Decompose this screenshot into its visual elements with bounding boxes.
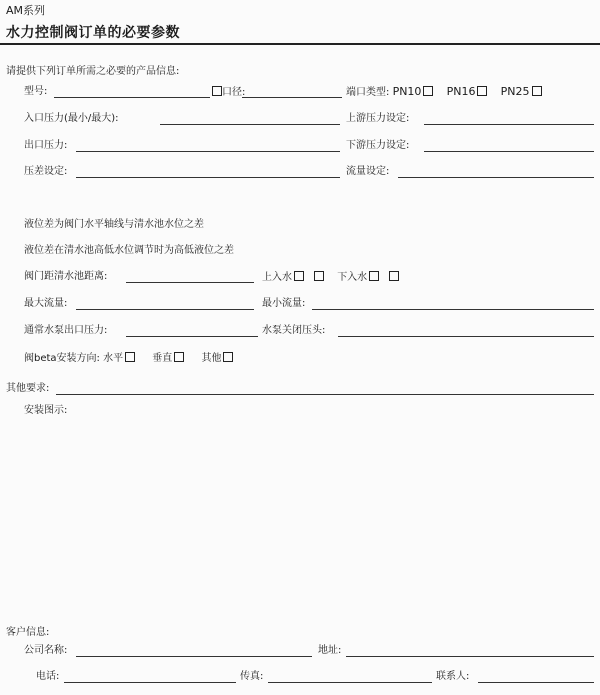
vertical-checkbox[interactable] (174, 352, 184, 362)
top-inlet-label: 上入水 (262, 272, 292, 283)
bottom-inlet-checkbox[interactable] (369, 271, 379, 281)
level-diff-note-1: 液位差为阀门水平轴线与清水池水位之差 (24, 219, 204, 230)
page-title: 水力控制阀订单的必要参数 (6, 25, 180, 41)
model-field[interactable] (54, 97, 210, 98)
flow-setting-field[interactable] (398, 177, 594, 178)
horizontal-checkbox[interactable] (125, 352, 135, 362)
top-inlet-checkbox[interactable] (294, 271, 304, 281)
outlet-pressure-field[interactable] (76, 151, 340, 152)
pn16-label: PN16 (446, 85, 476, 98)
title-divider (0, 43, 600, 45)
fax-field[interactable] (268, 682, 432, 683)
contact-field[interactable] (478, 682, 594, 683)
min-flow-label: 最小流量: (262, 298, 306, 309)
downstream-setting-label: 下游压力设定: (346, 140, 410, 151)
pump-shutoff-pressure-label: 水泵关闭压头: (262, 325, 326, 336)
other-requirements-label: 其他要求: (6, 383, 50, 394)
valve-distance-label: 阀门距清水池距离: (24, 271, 108, 282)
port-type-label: 端口类型: (346, 87, 390, 98)
bottom-inlet-checkbox-2[interactable] (389, 271, 399, 281)
install-direction-label: 阀beta安装方向: (24, 353, 100, 364)
diameter-field[interactable] (242, 97, 342, 98)
max-flow-label: 最大流量: (24, 298, 68, 309)
vertical-label: 垂直 (152, 353, 173, 364)
contact-label: 联系人: (436, 671, 470, 682)
max-flow-field[interactable] (76, 309, 254, 310)
upstream-setting-field[interactable] (424, 124, 594, 125)
address-label: 地址: (318, 645, 342, 656)
downstream-setting-field[interactable] (424, 151, 594, 152)
install-diagram-label: 安装图示: (24, 405, 68, 416)
pn10-checkbox[interactable] (423, 86, 433, 96)
valve-distance-field[interactable] (126, 282, 254, 283)
company-label: 公司名称: (24, 645, 68, 656)
phone-field[interactable] (64, 682, 236, 683)
series-label: AM系列 (6, 4, 46, 17)
inlet-pressure-field[interactable] (160, 124, 340, 125)
model-label: 型号: (24, 86, 48, 97)
pn25-checkbox[interactable] (532, 86, 542, 96)
diameter-label: 口径: (222, 87, 246, 98)
flow-setting-label: 流量设定: (346, 166, 390, 177)
outlet-pressure-label: 出口压力: (24, 140, 68, 151)
inlet-pressure-label: 入口压力(最小/最大): (24, 113, 119, 124)
pump-shutoff-pressure-field[interactable] (338, 336, 594, 337)
min-flow-field[interactable] (312, 309, 594, 310)
pn16-checkbox[interactable] (477, 86, 487, 96)
other-direction-label: 其他 (201, 353, 222, 364)
pump-outlet-pressure-label: 通常水泵出口压力: (24, 325, 108, 336)
other-requirements-field[interactable] (56, 394, 594, 395)
pn10-label: PN10 (392, 85, 422, 98)
address-field[interactable] (346, 656, 594, 657)
install-diagram-area[interactable] (24, 420, 594, 620)
fax-label: 传真: (240, 671, 264, 682)
diff-setting-field[interactable] (76, 177, 340, 178)
phone-label: 电话: (36, 671, 60, 682)
diff-setting-label: 压差设定: (24, 166, 68, 177)
pn25-label: PN25 (500, 85, 530, 98)
level-diff-note-2: 液位差在清水池高低水位调节时为高低液位之差 (24, 245, 234, 256)
port-type-row (346, 86, 542, 99)
install-direction-row (24, 352, 233, 365)
other-direction-checkbox[interactable] (223, 352, 233, 362)
diameter-box-icon (212, 86, 222, 96)
company-field[interactable] (76, 656, 312, 657)
intro-text: 请提供下列订单所需之必要的产品信息: (6, 66, 180, 77)
pump-outlet-pressure-field[interactable] (126, 336, 258, 337)
horizontal-label: 水平 (103, 353, 124, 364)
top-inlet-checkbox-2[interactable] (314, 271, 324, 281)
upstream-setting-label: 上游压力设定: (346, 113, 410, 124)
bottom-inlet-label: 下入水 (337, 272, 368, 283)
customer-section-label: 客户信息: (6, 627, 50, 638)
